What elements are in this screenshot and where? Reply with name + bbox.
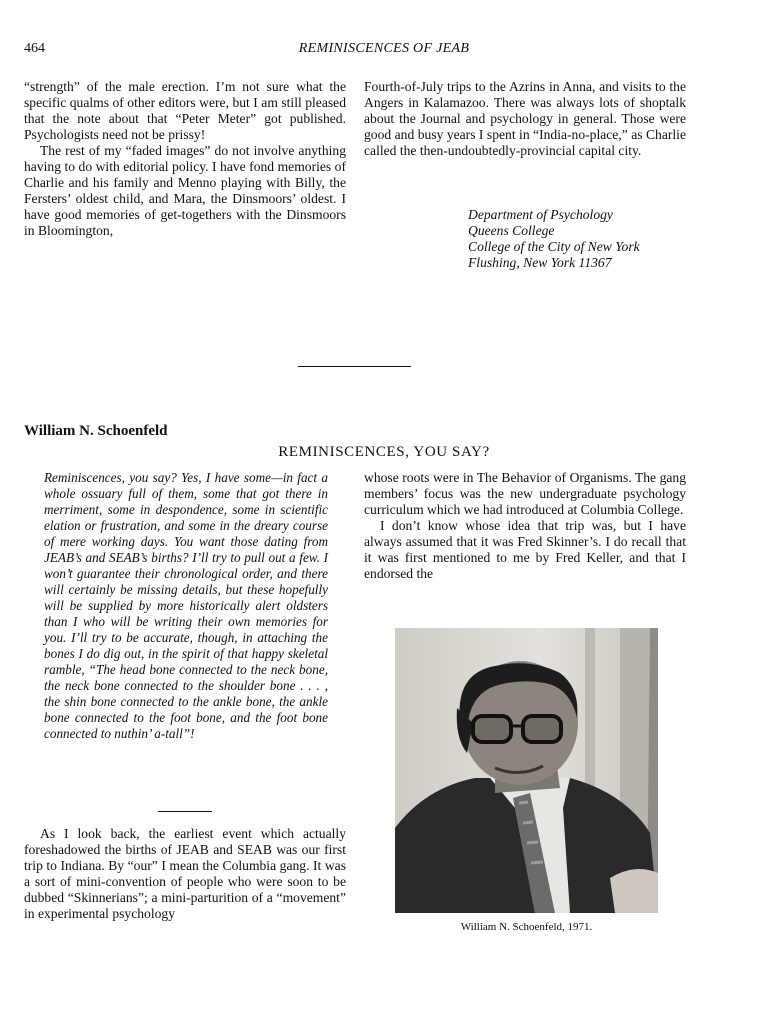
address-line: Department of Psychology (468, 207, 613, 222)
author-photo (395, 628, 658, 913)
body-left-column (24, 826, 346, 922)
paragraph: As I look back, the earliest event which actually foreshadowed the births of JEAB and SEAB was our first trip to Indiana. By “our” I mean the Columbia gang. It was a sort of mini-convention of people who were soon to be dubbed “Skinnerians”; a mini-parturition of a “movement” in experimental psychology (24, 826, 346, 921)
running-title: REMINISCENCES OF JEAB (298, 41, 470, 56)
article-title: REMINISCENCES, YOU SAY? (278, 444, 490, 460)
author-address (468, 207, 640, 271)
body-right-column (364, 470, 686, 582)
top-left-column (24, 79, 346, 239)
top-right-column (364, 79, 686, 159)
epigraph-divider (158, 811, 212, 812)
epigraph: Reminiscences, you say? Yes, I have some—in fact a whole ossuary full of them, some that got there in merriment, some in despondence, some in scientific elation or frustration, and some in the dreary course of mere working days. You want those dating from JEAB’s and SEAB’s births? I’ll try to pull out a few. I won’t guarantee their chronological order, and there will certainly be missing details, but these hopefully will be supplied by more historically alert oldsters than I who will be writing their own memories for you. I’ll try to be accurate, though, in attaching the bones I do dig out, in the spirit of that happy skeletal ramble, “The head bone connected to the neck bone, the neck bone connected to the shoulder bone . . . , the shin bone connected to the ankle bone, the ankle bone connected to the foot bone, and the foot bone connected to nuthin’ a-tall”! (44, 470, 328, 741)
paragraph: The rest of my “faded images” do not involve anything having to do with editorial policy. I have fond memories of Charlie and his family and Menno playing with Billy, the Fersters’ oldest child, and Mara, the Dinsmoors’ oldest. I have good memories of get-togethers with the Dinsmoors in Bloomington, (24, 143, 346, 238)
section-divider (298, 366, 411, 367)
address-line: College of the City of New York (468, 239, 640, 254)
address-line: Flushing, New York 11367 (468, 255, 612, 270)
photo-caption: William N. Schoenfeld, 1971. (460, 921, 593, 933)
paragraph: Fourth-of-July trips to the Azrins in Anna, and visits to the Angers in Kalamazoo. There was always lots of shoptalk about the Journal and psychology in general. Those were good and busy years I spent in “India-no-place,” as Charlie called the then-undoubtedly-provincial capital city. (364, 79, 686, 158)
address-line: Queens College (468, 223, 555, 238)
paragraph: I don’t know whose idea that trip was, but I have always assumed that it was Fred Skinner’s. I do recall that it was first mentioned to me by Fred Keller, and that I endorsed the (364, 518, 686, 581)
paragraph: “strength” of the male erection. I’m not sure what the specific qualms of other editors were, but I am still pleased that the note about that “Peter Meter” got published. Psychologists need not be prissy! (24, 79, 346, 142)
page-number: 464 (24, 41, 45, 56)
article-author: William N. Schoenfeld (24, 423, 168, 439)
paragraph: whose roots were in The Behavior of Organisms. The gang members’ focus was the new undergraduate psychology curriculum which we had introduced at Columbia College. (364, 470, 686, 517)
